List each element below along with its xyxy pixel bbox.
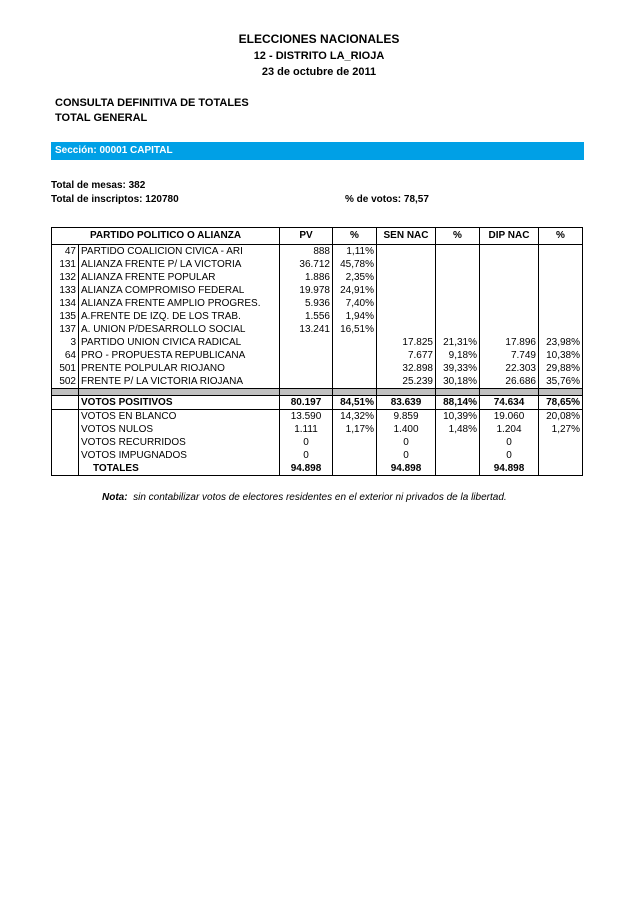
cell-dip: 7.749: [480, 349, 539, 362]
party-code: 135: [52, 310, 79, 323]
separator-cell: [280, 389, 333, 396]
cell-pv-pct: 2,35%: [333, 271, 377, 284]
consulta-label: CONSULTA DEFINITIVA DE TOTALES: [55, 97, 249, 109]
seccion-label: Sección: 00001 CAPITAL: [55, 145, 173, 156]
separator-cell: [52, 389, 79, 396]
summary-dip-pct: [539, 462, 583, 476]
pct-votos: % de votos: 78,57: [345, 194, 429, 205]
cell-pv: [280, 336, 333, 349]
party-code: 133: [52, 284, 79, 297]
summary-sen-pct: 88,14%: [436, 396, 480, 410]
summary-dip-pct: [539, 449, 583, 462]
cell-pv-pct: 1,94%: [333, 310, 377, 323]
table-row: [52, 258, 583, 271]
cell-pv-pct: 24,91%: [333, 284, 377, 297]
table-row: [52, 323, 583, 336]
summary-pv-pct: [333, 436, 377, 449]
cell-sen-pct: [436, 284, 480, 297]
cell-dip-pct: 35,76%: [539, 375, 583, 389]
total-mesas: Total de mesas: 382: [51, 180, 146, 191]
summary-row: [52, 436, 583, 449]
cell-pv-pct: [333, 336, 377, 349]
cell-dip: [480, 245, 539, 259]
separator-cell: [480, 389, 539, 396]
summary-sen: 83.639: [377, 396, 436, 410]
document-subtitle: 12 - DISTRITO LA_RIOJA: [253, 50, 385, 62]
cell-sen-pct: [436, 297, 480, 310]
table-row: [52, 297, 583, 310]
party-code: 132: [52, 271, 79, 284]
summary-sen: 9.859: [377, 410, 436, 424]
cell-pv-pct: [333, 349, 377, 362]
col-header-dip-pct: %: [539, 228, 583, 245]
cell-dip-pct: [539, 323, 583, 336]
separator-cell: [79, 389, 280, 396]
summary-row: [52, 423, 583, 436]
cell-sen-pct: [436, 323, 480, 336]
cell-pv: [280, 375, 333, 389]
cell-dip-pct: [539, 258, 583, 271]
seccion-bar: [51, 142, 584, 160]
summary-pv-pct: 1,17%: [333, 423, 377, 436]
cell-sen: [377, 271, 436, 284]
table-row: [52, 271, 583, 284]
col-header-sen-pct: %: [436, 228, 480, 245]
party-name: ALIANZA COMPROMISO FEDERAL: [79, 284, 280, 297]
summary-sen: 94.898: [377, 462, 436, 476]
summary-name: TOTALES: [79, 462, 280, 476]
cell-sen: [377, 323, 436, 336]
summary-sen-pct: [436, 449, 480, 462]
cell-dip-pct: [539, 245, 583, 259]
col-header-pv-pct: %: [333, 228, 377, 245]
summary-name: VOTOS NULOS: [79, 423, 280, 436]
summary-dip-pct: 1,27%: [539, 423, 583, 436]
cell-sen: 32.898: [377, 362, 436, 375]
summary-pv: 1.111: [280, 423, 333, 436]
summary-sen-pct: [436, 462, 480, 476]
summary-spacer: [52, 462, 79, 476]
summary-dip-pct: 78,65%: [539, 396, 583, 410]
party-code: 134: [52, 297, 79, 310]
cell-dip: 17.896: [480, 336, 539, 349]
summary-spacer: [52, 449, 79, 462]
cell-pv-pct: [333, 375, 377, 389]
party-name: PARTIDO UNION CIVICA RADICAL: [79, 336, 280, 349]
cell-sen-pct: [436, 310, 480, 323]
col-header-partido: PARTIDO POLITICO O ALIANZA: [52, 228, 280, 245]
footnote: [102, 492, 507, 503]
cell-pv-pct: 1,11%: [333, 245, 377, 259]
summary-dip: 0: [480, 449, 539, 462]
party-name: ALIANZA FRENTE AMPLIO PROGRES.: [79, 297, 280, 310]
summary-name: VOTOS EN BLANCO: [79, 410, 280, 424]
cell-pv: 888: [280, 245, 333, 259]
cell-sen-pct: 21,31%: [436, 336, 480, 349]
cell-dip: [480, 297, 539, 310]
summary-pv-pct: [333, 449, 377, 462]
summary-name: VOTOS IMPUGNADOS: [79, 449, 280, 462]
cell-sen-pct: 39,33%: [436, 362, 480, 375]
summary-name: VOTOS RECURRIDOS: [79, 436, 280, 449]
summary-pv: 94.898: [280, 462, 333, 476]
summary-dip: 1.204: [480, 423, 539, 436]
party-code: 131: [52, 258, 79, 271]
summary-sen-pct: 1,48%: [436, 423, 480, 436]
cell-pv-pct: 7,40%: [333, 297, 377, 310]
cell-dip: 22.303: [480, 362, 539, 375]
summary-dip-pct: [539, 436, 583, 449]
cell-dip: [480, 271, 539, 284]
summary-name: VOTOS POSITIVOS: [79, 396, 280, 410]
separator-cell: [539, 389, 583, 396]
summary-dip: 0: [480, 436, 539, 449]
summary-sen: 0: [377, 436, 436, 449]
summary-pv: 80.197: [280, 396, 333, 410]
summary-row: [52, 449, 583, 462]
col-header-pv: PV: [280, 228, 333, 245]
separator-cell: [333, 389, 377, 396]
cell-sen-pct: [436, 245, 480, 259]
cell-dip: 26.686: [480, 375, 539, 389]
cell-pv: 13.241: [280, 323, 333, 336]
cell-dip-pct: 23,98%: [539, 336, 583, 349]
cell-dip-pct: 10,38%: [539, 349, 583, 362]
summary-spacer: [52, 423, 79, 436]
document-title: ELECCIONES NACIONALES: [238, 32, 400, 46]
table-header-row: [52, 228, 583, 245]
table-row: [52, 375, 583, 389]
summary-pv: 0: [280, 449, 333, 462]
cell-dip: [480, 310, 539, 323]
total-inscriptos: Total de inscriptos: 120780: [51, 194, 179, 205]
table-row: [52, 310, 583, 323]
summary-row: [52, 396, 583, 410]
cell-sen-pct: 9,18%: [436, 349, 480, 362]
table-row: [52, 336, 583, 349]
footnote-text: sin contabilizar votos de electores residentes en el exterior ni privados de la libertad.: [133, 492, 507, 503]
cell-dip: [480, 258, 539, 271]
party-code: 64: [52, 349, 79, 362]
cell-pv-pct: [333, 362, 377, 375]
party-code: 501: [52, 362, 79, 375]
summary-sen: 1.400: [377, 423, 436, 436]
summary-pv: 0: [280, 436, 333, 449]
summary-spacer: [52, 410, 79, 424]
cell-pv: 1.886: [280, 271, 333, 284]
cell-dip: [480, 323, 539, 336]
party-name: ALIANZA FRENTE POPULAR: [79, 271, 280, 284]
results-table: [51, 227, 583, 476]
summary-spacer: [52, 396, 79, 410]
cell-pv: 36.712: [280, 258, 333, 271]
footnote-label: Nota:: [102, 492, 128, 503]
cell-sen: 25.239: [377, 375, 436, 389]
cell-pv: 5.936: [280, 297, 333, 310]
table-row: [52, 362, 583, 375]
cell-dip-pct: [539, 310, 583, 323]
summary-row: [52, 410, 583, 424]
party-name: PARTIDO COALICION CIVICA - ARI: [79, 245, 280, 259]
party-name: FRENTE P/ LA VICTORIA RIOJANA: [79, 375, 280, 389]
cell-pv-pct: 16,51%: [333, 323, 377, 336]
cell-sen: [377, 258, 436, 271]
table-row: [52, 349, 583, 362]
summary-sen-pct: [436, 436, 480, 449]
summary-pv-pct: 84,51%: [333, 396, 377, 410]
party-code: 3: [52, 336, 79, 349]
cell-sen: [377, 310, 436, 323]
cell-sen-pct: [436, 258, 480, 271]
cell-sen-pct: [436, 271, 480, 284]
cell-dip-pct: [539, 271, 583, 284]
summary-spacer: [52, 436, 79, 449]
cell-sen: [377, 245, 436, 259]
table-row: [52, 284, 583, 297]
cell-pv: 1.556: [280, 310, 333, 323]
table-separator: [52, 389, 583, 396]
separator-cell: [377, 389, 436, 396]
summary-sen: 0: [377, 449, 436, 462]
party-name: A. UNION P/DESARROLLO SOCIAL: [79, 323, 280, 336]
summary-dip: 74.634: [480, 396, 539, 410]
summary-pv-pct: [333, 462, 377, 476]
col-header-dip: DIP NAC: [480, 228, 539, 245]
summary-pv: 13.590: [280, 410, 333, 424]
cell-sen-pct: 30,18%: [436, 375, 480, 389]
cell-dip-pct: [539, 297, 583, 310]
total-general-label: TOTAL GENERAL: [55, 112, 148, 124]
party-name: PRENTE POLPULAR RIOJANO: [79, 362, 280, 375]
separator-cell: [436, 389, 480, 396]
party-code: 137: [52, 323, 79, 336]
document-date: 23 de octubre de 2011: [261, 66, 377, 78]
cell-pv: [280, 362, 333, 375]
summary-row: [52, 462, 583, 476]
cell-sen: 17.825: [377, 336, 436, 349]
cell-dip: [480, 284, 539, 297]
party-code: 502: [52, 375, 79, 389]
cell-sen: [377, 297, 436, 310]
party-name: ALIANZA FRENTE P/ LA VICTORIA: [79, 258, 280, 271]
cell-pv-pct: 45,78%: [333, 258, 377, 271]
cell-sen: 7.677: [377, 349, 436, 362]
table-row: [52, 245, 583, 259]
cell-sen: [377, 284, 436, 297]
cell-pv: 19.978: [280, 284, 333, 297]
party-name: PRO - PROPUESTA REPUBLICANA: [79, 349, 280, 362]
cell-dip-pct: [539, 284, 583, 297]
party-code: 47: [52, 245, 79, 259]
summary-sen-pct: 10,39%: [436, 410, 480, 424]
party-name: A.FRENTE DE IZQ. DE LOS TRAB.: [79, 310, 280, 323]
col-header-sen: SEN NAC: [377, 228, 436, 245]
cell-dip-pct: 29,88%: [539, 362, 583, 375]
cell-pv: [280, 349, 333, 362]
summary-dip: 19.060: [480, 410, 539, 424]
summary-dip: 94.898: [480, 462, 539, 476]
summary-pv-pct: 14,32%: [333, 410, 377, 424]
summary-dip-pct: 20,08%: [539, 410, 583, 424]
